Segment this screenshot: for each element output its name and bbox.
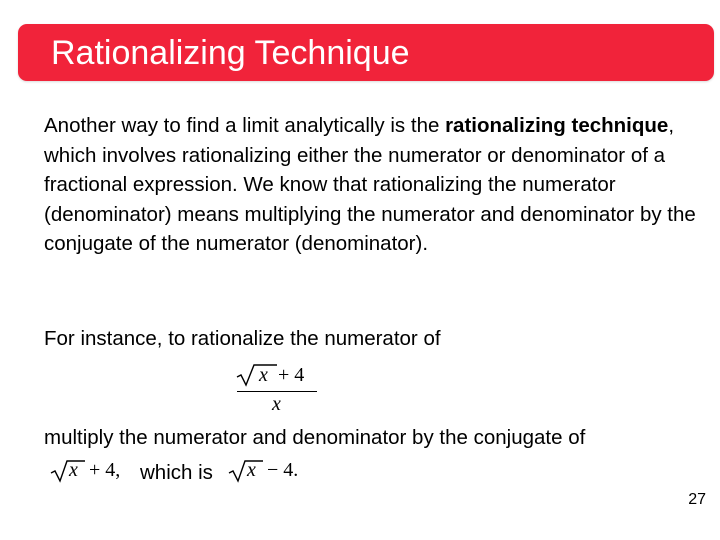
intro-text-end: , which involves rationalizing either the numerator or denominator of a fractional expression. We know that rationalizing the numerator (denominator) means multiplying the numerator and denominator by the conjugate of the numerator (denominator). (44, 114, 696, 255)
sqrt-symbol-expr1 (50, 459, 86, 483)
which-is-text: which is (140, 461, 213, 484)
sqrt-symbol (236, 363, 278, 387)
sqrt-symbol-expr2 (228, 459, 264, 483)
intro-paragraph (44, 111, 704, 259)
title-bar (18, 24, 714, 81)
intro-bold-term: rationalizing technique (445, 114, 669, 137)
conjugate-line1: multiply the numerator and denominator by the conjugate of (44, 426, 586, 449)
fraction-denominator: x (272, 393, 281, 415)
intro-text-start: Another way to find a limit analytically is the (44, 114, 446, 137)
expr1-var: x (69, 459, 78, 481)
slide-title: Rationalizing Technique (51, 34, 410, 72)
expr2-var: x (247, 459, 256, 481)
expr1-rest: + 4, (89, 459, 121, 481)
instance-paragraph: For instance, to rationalize the numerator of (44, 327, 441, 350)
fraction-numerator-var: x (259, 364, 268, 386)
fraction-bar (237, 391, 317, 392)
conjugate-paragraph (44, 423, 704, 453)
fraction-numerator-rest: + 4 (278, 364, 305, 386)
page-number: 27 (688, 491, 706, 508)
expr2-rest: − 4. (267, 459, 299, 481)
